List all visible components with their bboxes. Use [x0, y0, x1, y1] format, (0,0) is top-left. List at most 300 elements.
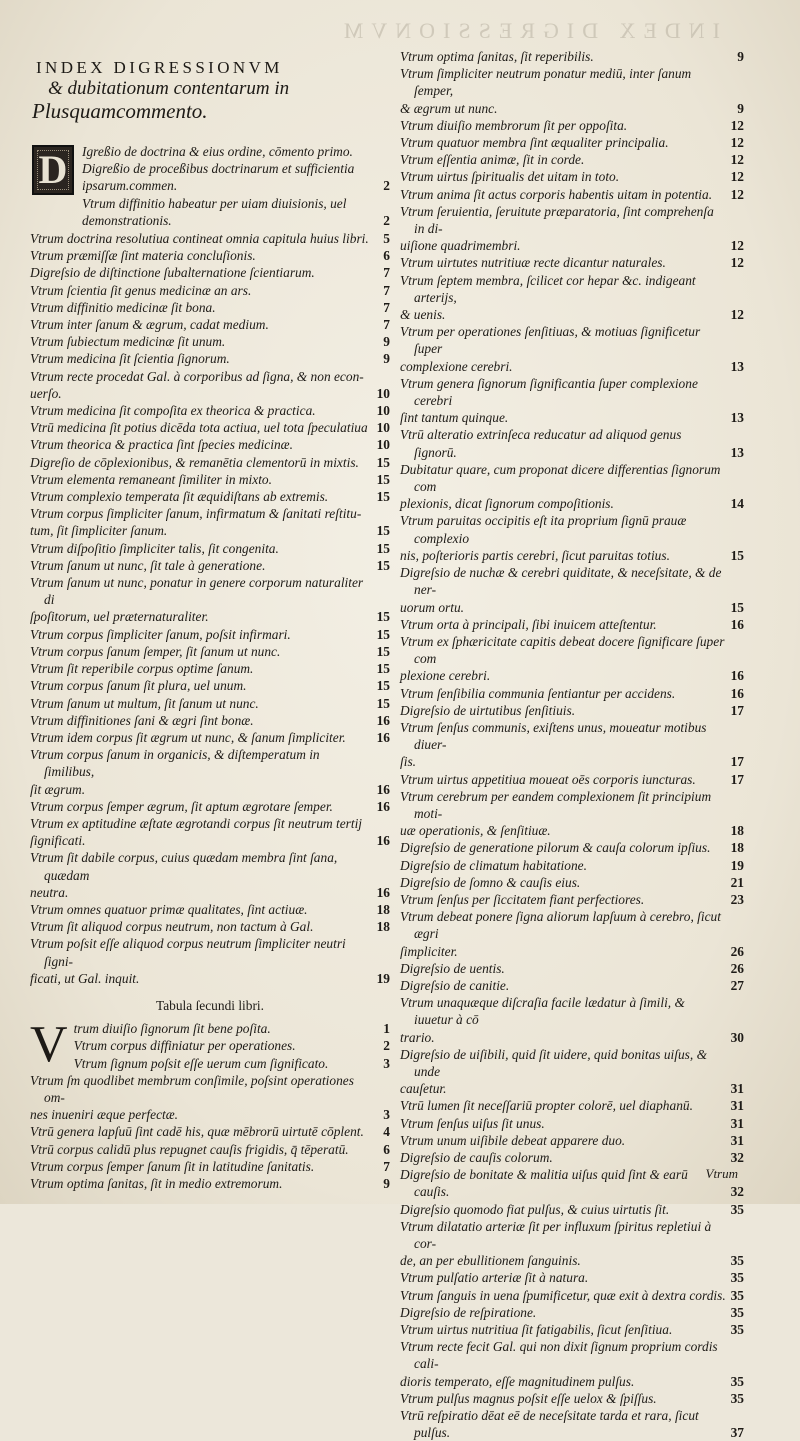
entry-text [400, 65, 726, 117]
entry-line: Vtrum ſit dabile corpus, cuius quædam membra ſint ſana, quædam [30, 850, 338, 883]
index-entry [400, 994, 744, 1046]
entry-text [400, 960, 726, 977]
entry-line: uiſione quadrimembri. [400, 238, 521, 254]
index-entry [30, 264, 390, 281]
entry-text [400, 564, 726, 616]
index-entry [30, 1158, 390, 1175]
entry-line: Digreſsio de canitie. [400, 977, 510, 993]
page-number: 4 [383, 1124, 390, 1140]
page-number: 1 [383, 1021, 390, 1037]
entry-line: Vtrum complexio temperata ſit æquidiſtans ab extremis. [30, 489, 329, 505]
entry-line: Vtrum corpus ſimpliciter ſanum, poſsit infirmari. [30, 626, 291, 642]
entry-line: Vtrum unaquæque diſcraſia facile lædatur à ſimili, & iuuetur à cō [400, 995, 685, 1028]
page-number: 12 [730, 238, 744, 254]
right-column [400, 48, 744, 1441]
entry-text [400, 151, 726, 168]
entry-text [30, 677, 372, 694]
page-number: 12 [730, 186, 744, 202]
index-entry [400, 891, 744, 908]
entry-text [400, 272, 726, 324]
entry-text [400, 1132, 726, 1149]
page-number: 15 [376, 557, 390, 573]
entry-text [400, 977, 726, 994]
entry-text [400, 1201, 726, 1218]
index-entry [30, 436, 390, 453]
page-number: 9 [383, 351, 390, 367]
index-entry [400, 512, 744, 564]
index-entry [400, 203, 744, 255]
page-number: 7 [383, 282, 390, 298]
index-entry [30, 350, 390, 367]
entry-line: Vtrum eſſentia animæ, ſit in corde. [400, 152, 585, 168]
page-number: 6 [383, 248, 390, 264]
entry-line: Digreſsio de climatum habitatione. [400, 857, 587, 873]
page-number: 14 [730, 496, 744, 512]
entry-line: Vtrum ex ſphæricitate capitis debeat docere ſignificare ſuper com [400, 633, 725, 667]
page-number: 26 [730, 943, 744, 959]
page-number: 3 [383, 1107, 390, 1123]
entry-text [400, 1097, 726, 1114]
entry-text [400, 168, 726, 185]
section-block [30, 1016, 390, 1074]
entry-line: Digreſsio de uirtutibus ſenſitiuis. [400, 702, 576, 718]
index-entry [30, 901, 390, 918]
entry-text [400, 203, 726, 255]
entry-line: Vtrum per operationes ſenſitiuas, & motiuas ſignificetur ſuper [400, 324, 701, 357]
index-entry [400, 1097, 744, 1114]
page-number: 10 [376, 403, 390, 419]
index-entry [82, 160, 390, 194]
entry-text [30, 1072, 372, 1124]
page-number: 12 [730, 152, 744, 168]
entry-text [400, 1304, 726, 1321]
entry-text [400, 702, 726, 719]
entry-line: Vtrum unum uiſibile debeat apparere duo. [400, 1132, 626, 1148]
entry-line: ipsarum.commen. [82, 178, 178, 194]
page-number: 2 [383, 1038, 390, 1054]
entry-text [400, 1390, 726, 1407]
page-number: 9 [737, 100, 744, 116]
entry-line: Digreſio de cōplexionibus, & remanētia clementorū in mixtis. [30, 454, 359, 470]
entry-line: Vtrum dilatatio arteriæ ſit per influxum ſpiritus repletiui à cor- [400, 1218, 712, 1252]
entry-line: uorum ortu. [400, 599, 464, 615]
entry-text [30, 918, 372, 935]
entry-line: Vtrum ſubiectum medicinæ ſit unum. [30, 334, 226, 350]
entry-text [400, 134, 726, 151]
index-entry [30, 1072, 390, 1124]
entry-line: Vtrum corpus ſanum in organicis, & diſtemperatum in ſimilibus, [30, 747, 320, 780]
index-entry [30, 815, 390, 849]
index-entry [30, 798, 390, 815]
index-entry [30, 368, 390, 402]
index-entry [400, 685, 744, 702]
entry-line: & uenis. [400, 307, 446, 323]
index-entry [30, 299, 390, 316]
page-number: 35 [730, 1322, 744, 1338]
page-number: 12 [730, 307, 744, 323]
entry-text [400, 254, 726, 271]
entry-text [400, 426, 726, 460]
entry-text [30, 746, 372, 798]
entry-text [400, 375, 726, 427]
page-number: 6 [383, 1141, 390, 1157]
entry-line: trum diuiſio ſignorum ſit bene poſita. [73, 1021, 271, 1037]
page-number: 15 [376, 540, 390, 556]
entry-text [73, 1055, 372, 1072]
entry-text [400, 461, 726, 513]
entry-line: Vtrum recte fecit Gal. qui non dixit ſignum proprium cordis cali- [400, 1339, 718, 1372]
entry-text [400, 771, 726, 788]
entry-text [30, 574, 372, 626]
page-number: 19 [376, 970, 390, 986]
entry-text [73, 1020, 372, 1037]
entry-text [400, 48, 726, 65]
index-entry [74, 1055, 390, 1072]
page-number: 10 [376, 437, 390, 453]
index-entry [400, 977, 744, 994]
page-number: 13 [730, 410, 744, 426]
entry-line: Vtrum corpus ſanum ſemper, ſit ſanum ut nunc. [30, 643, 281, 659]
entry-line: Vtrū medicina ſit potius dicēda tota actiua, uel tota ſpeculatiua [30, 420, 368, 436]
page-number: 15 [376, 454, 390, 470]
entry-line: Vtrum ſit aliquod corpus neutrum, non tactum à Gal. [30, 919, 314, 935]
index-entry [400, 788, 744, 840]
entry-line: trario. [400, 1029, 435, 1045]
index-entry [30, 918, 390, 935]
index-entry [30, 1175, 390, 1192]
page-number: 17 [730, 702, 744, 718]
entry-text [30, 935, 372, 987]
page-number: 9 [737, 49, 744, 64]
index-entry [400, 1166, 744, 1200]
entry-text [400, 874, 726, 891]
page-number: 9 [383, 1175, 390, 1191]
entry-text [30, 230, 372, 247]
index-entry [30, 505, 390, 539]
index-entry [400, 616, 744, 633]
entry-line: Vtrum ex aptitudine æſtate ægrotandi corpus ſit neutrum tertij [30, 815, 363, 831]
entry-text [400, 719, 726, 771]
entry-text [400, 323, 726, 375]
page-number: 15 [376, 678, 390, 694]
entry-line: Vtrum corpus ſemper ſanum ſit in latitudine ſanitatis. [30, 1158, 315, 1174]
entry-text [30, 643, 372, 660]
entry-text [73, 1037, 372, 1054]
page-number: 26 [730, 960, 744, 976]
entry-line: Vtrum ſeptem membra, ſcilicet cor hepar &c. indigeant arterijs, [400, 272, 696, 305]
index-entry [30, 230, 390, 247]
entry-line: ſit ægrum. [30, 781, 86, 797]
entry-line: Vtrum uirtus ſpiritualis det uitam in toto. [400, 169, 620, 185]
page-number: 12 [730, 255, 744, 271]
entry-line: nis, poſterioris partis cerebri, ſicut paruitas totius. [400, 547, 670, 563]
entry-line: Vtrum genera ſignorum ſignificantia ſuper complexione cerebri [400, 375, 698, 409]
index-entry [400, 564, 744, 616]
index-entry [30, 557, 390, 574]
entry-text [400, 1046, 726, 1098]
page-number: 16 [730, 685, 744, 701]
page-number: 15 [376, 626, 390, 642]
entry-text [82, 143, 372, 160]
page-number: 12 [730, 117, 744, 133]
index-entry [400, 1287, 744, 1304]
entry-line: Vtrum ſenſus per ſiccitatem fiant perfectiores. [400, 891, 645, 907]
entry-text [30, 505, 372, 539]
entry-line: Vtrum ſanguis in uena ſpumificetur, quæ exit à dextra cordis. [400, 1287, 726, 1303]
entry-line: Vtrum recte procedat Gal. à corporibus ad ſigna, & non econ- [30, 368, 364, 384]
left-column [30, 58, 390, 1192]
section-heading: Tabula ſecundi libri. [155, 997, 264, 1013]
entry-text [30, 557, 372, 574]
index-entry [400, 1304, 744, 1321]
entry-text [30, 299, 372, 316]
index-entry [400, 771, 744, 788]
index-entry [400, 960, 744, 977]
entry-text [30, 626, 372, 643]
index-entry [400, 1321, 744, 1338]
right-entries [400, 48, 744, 1441]
page-number: 2 [383, 178, 390, 194]
entry-line: dioris temperato, eſſe magnitudinem pulſus. [400, 1373, 635, 1389]
index-entry [30, 333, 390, 350]
entry-line: plexionis, dicat ſignorum compoſitionis. [400, 496, 614, 512]
entry-line: demonstrationis. [82, 212, 172, 228]
page-number: 7 [383, 1158, 390, 1174]
index-entry [400, 1338, 744, 1390]
index-entry [74, 1020, 390, 1037]
entry-line: Vtrum uirtus appetitiua moueat oēs corporis iuncturas. [400, 771, 696, 787]
entry-line: Vtrū genera lapſuū ſint cadē his, quæ mēbrorū uirtutē cōplent. [30, 1124, 364, 1140]
left-tail-entries [30, 1072, 390, 1192]
entry-text [400, 1338, 726, 1390]
entry-line: Vtrum pulſatio arteriæ ſit à natura. [400, 1270, 589, 1286]
entry-line: Vtrum cerebrum per eandem complexionem ſit principium moti- [400, 788, 712, 821]
entry-line: Digreſsio quomodo fiat pulſus, & cuius uirtutis ſit. [400, 1201, 670, 1217]
index-entry [400, 1046, 744, 1098]
page-number: 31 [730, 1132, 744, 1148]
index-entry [30, 540, 390, 557]
page-number: 16 [730, 668, 744, 684]
entry-text [400, 616, 726, 633]
index-entry [30, 849, 390, 901]
page-number: 16 [730, 616, 744, 632]
entry-text [400, 186, 726, 203]
index-entry [400, 702, 744, 719]
entry-text [82, 195, 372, 229]
index-entry [30, 935, 390, 987]
entry-text [30, 436, 372, 453]
entry-line: Vtrum uirtus nutritiua ſit fatigabilis, ſicut ſenſitiua. [400, 1322, 673, 1338]
page-number: 7 [383, 299, 390, 315]
page-number: 19 [730, 857, 744, 873]
index-entry [400, 719, 744, 771]
page-number: 31 [730, 1081, 744, 1097]
entry-text [30, 1123, 372, 1140]
index-entry [400, 1201, 744, 1218]
index-entry [400, 839, 744, 856]
index-entry [400, 65, 744, 117]
entry-line: Vtrum paruitas occipitis eſt ita proprium ſignū prauæ complexio [400, 513, 687, 546]
entry-text [30, 402, 372, 419]
index-entry [30, 1141, 390, 1158]
entry-text [400, 788, 726, 840]
entry-line: Vtrum ſanum ut nunc, ponatur in genere corporum naturaliter di [30, 575, 364, 608]
index-entry [400, 1407, 744, 1441]
entry-line: Digreſsio de bonitate & malitia uiſus quid ſint & earū cauſis. [400, 1167, 688, 1200]
entry-line: Vtrum elementa remaneant ſimiliter in mixto. [30, 471, 272, 487]
entry-line: plexione cerebri. [400, 668, 491, 684]
entry-line: Vtrum præmiſſæ ſint materia concluſionis. [30, 248, 256, 264]
index-entry [400, 1149, 744, 1166]
index-entry [30, 574, 390, 626]
page-number: 13 [730, 444, 744, 460]
index-entry [400, 375, 744, 427]
page-number: 35 [730, 1287, 744, 1303]
page-number: 15 [376, 661, 390, 677]
entry-line: Vtrum ſanum ut nunc, ſit tale à generatione. [30, 557, 266, 573]
entry-line: neutra. [30, 884, 69, 900]
page-number: 15 [376, 609, 390, 625]
entry-line: Vtrum pulſus magnus poſsit eſſe uelox & ſpiſſus. [400, 1390, 657, 1406]
entry-text [30, 316, 372, 333]
index-entry [400, 168, 744, 185]
entry-text [400, 1115, 726, 1132]
index-entry [400, 134, 744, 151]
entry-line: Igreßio de doctrina & eius ordine, cōmento primo. [82, 144, 353, 159]
entry-text [400, 1287, 726, 1304]
index-entry [400, 633, 744, 685]
index-entry [400, 117, 744, 134]
entry-text [400, 994, 726, 1046]
entry-line: Vtrum theorica & practica ſint ſpecies medicinæ. [30, 437, 293, 453]
page-number: 16 [376, 712, 390, 728]
page-number: 35 [730, 1373, 744, 1389]
entry-line: Vtrum idem corpus ſit ægrum ut nunc, & ſanum ſimpliciter. [30, 729, 346, 745]
index-entry [30, 677, 390, 694]
page-number: 2 [383, 212, 390, 228]
page-number: 27 [730, 977, 744, 993]
big-initial: V [30, 1016, 68, 1074]
entry-line: Vtrum orta à principali, ſibi inuicem atteſtentur. [400, 616, 657, 632]
entry-line: Vtrū alteratio extrinſeca reducatur ad aliquod genus ſignorū. [400, 427, 682, 460]
page-number: 18 [730, 823, 744, 839]
index-entry [30, 1123, 390, 1140]
entry-line: Vtrum omnes quatuor primæ qualitates, ſint actiuæ. [30, 901, 308, 917]
page-number: 35 [730, 1201, 744, 1217]
page-number: 10 [376, 385, 390, 401]
entry-line: Vtrū corpus calidū plus repugnet cauſis frigidis, q̄ tēperatū. [30, 1141, 349, 1157]
page-number: 32 [730, 1184, 744, 1200]
entry-line: Digreſsio de uiſibili, quid ſit uidere, quid bonitas uiſus, & unde [400, 1046, 707, 1079]
page-number: 31 [730, 1115, 744, 1131]
entry-text [30, 1175, 372, 1192]
page-number: 23 [730, 891, 744, 907]
entry-line: Vtrum medicina ſit ſcientia ſignorum. [30, 351, 230, 367]
page-number: 16 [376, 833, 390, 849]
page-number: 15 [730, 599, 744, 615]
index-entry [30, 402, 390, 419]
index-entry [30, 695, 390, 712]
page-number: 35 [730, 1270, 744, 1286]
entry-line: Vtrū lumen ſit neceſſariū propter colorē, uel diaphanū. [400, 1098, 693, 1114]
entry-text [400, 633, 726, 685]
page-number: 18 [376, 919, 390, 935]
entry-line: Vtrum anima ſit actus corporis habentis uitam in potentia. [400, 186, 713, 202]
entry-text [30, 660, 372, 677]
entry-line: tum, ſit ſimpliciter ſanum. [30, 523, 168, 539]
entry-line: Vtrum ſimpliciter neutrum ponatur mediū, inter ſanum ſemper, [400, 66, 692, 99]
index-entry [82, 143, 390, 160]
page-number: 15 [376, 695, 390, 711]
page-number: 35 [730, 1304, 744, 1320]
entry-line: Vtrum poſsit eſſe aliquod corpus neutrum ſimpliciter neutri ſigni- [30, 936, 346, 969]
index-entry [30, 712, 390, 729]
entry-line: cauſetur. [400, 1081, 447, 1097]
entry-line: ſis. [400, 754, 416, 770]
entry-line: Vtrum inter ſanum & ægrum, cadat medium. [30, 317, 269, 333]
entry-line: Digreßio de proceßibus doctrinarum et sufficientia [82, 161, 355, 177]
page-number: 5 [383, 231, 390, 247]
drop-cap-ornament [32, 145, 74, 195]
entry-line: Vtrum uirtutes nutritiuæ recte dicantur naturales. [400, 255, 666, 271]
entry-line: Vtrum diffinitio medicinæ ſit bona. [30, 299, 216, 315]
entry-text [30, 368, 372, 402]
index-title: INDEX DIGRESSIONVM [36, 58, 283, 77]
page-number: 31 [730, 1098, 744, 1114]
entry-text [30, 815, 372, 849]
page-number: 15 [730, 547, 744, 563]
index-entry [82, 195, 390, 229]
entry-text [400, 1218, 726, 1270]
entry-text [30, 333, 372, 350]
entry-line: Vtrum diſpoſitio ſimpliciter talis, ſit congenita. [30, 540, 279, 556]
first-entries [82, 143, 390, 229]
index-entry [400, 186, 744, 203]
index-entry [30, 746, 390, 798]
entry-line: Vtrum corpus diffiniatur per operationes. [73, 1038, 296, 1054]
page-number: 7 [383, 317, 390, 333]
entry-line: Vtrum optima ſanitas, ſit in medio extremorum. [30, 1175, 283, 1191]
index-entry [74, 1037, 390, 1054]
index-entry [400, 857, 744, 874]
index-entry [400, 272, 744, 324]
index-entry [30, 316, 390, 333]
page-number: 9 [383, 334, 390, 350]
page-number: 16 [376, 729, 390, 745]
entry-text [30, 901, 372, 918]
page-number: 35 [730, 1390, 744, 1406]
entry-text [400, 1321, 726, 1338]
index-entry [30, 626, 390, 643]
page-number: 30 [730, 1029, 744, 1045]
index-entry [30, 247, 390, 264]
catchword: Vtrum [705, 1166, 738, 1181]
entry-line: Vtrum corpus ſimpliciter ſanum, infirmatum & ſanitati reſtitu- [30, 506, 362, 522]
index-entry [400, 323, 744, 375]
entry-text [30, 849, 372, 901]
index-entry [400, 908, 744, 960]
entry-line: Vtrum diuiſio membrorum ſit per oppoſita. [400, 117, 628, 133]
entry-text [30, 540, 372, 557]
entry-text [400, 1149, 726, 1166]
index-entry [400, 1269, 744, 1286]
page-number: 21 [730, 874, 744, 890]
index-entry [30, 282, 390, 299]
entry-line: Vtrum ſcientia ſit genus medicinæ an ars. [30, 282, 252, 298]
page-number: 13 [730, 358, 744, 374]
page-number: 32 [730, 1150, 744, 1165]
entry-line: Vtrum ſignum poſsit eſſe uerum cum ſignificato. [73, 1055, 329, 1071]
